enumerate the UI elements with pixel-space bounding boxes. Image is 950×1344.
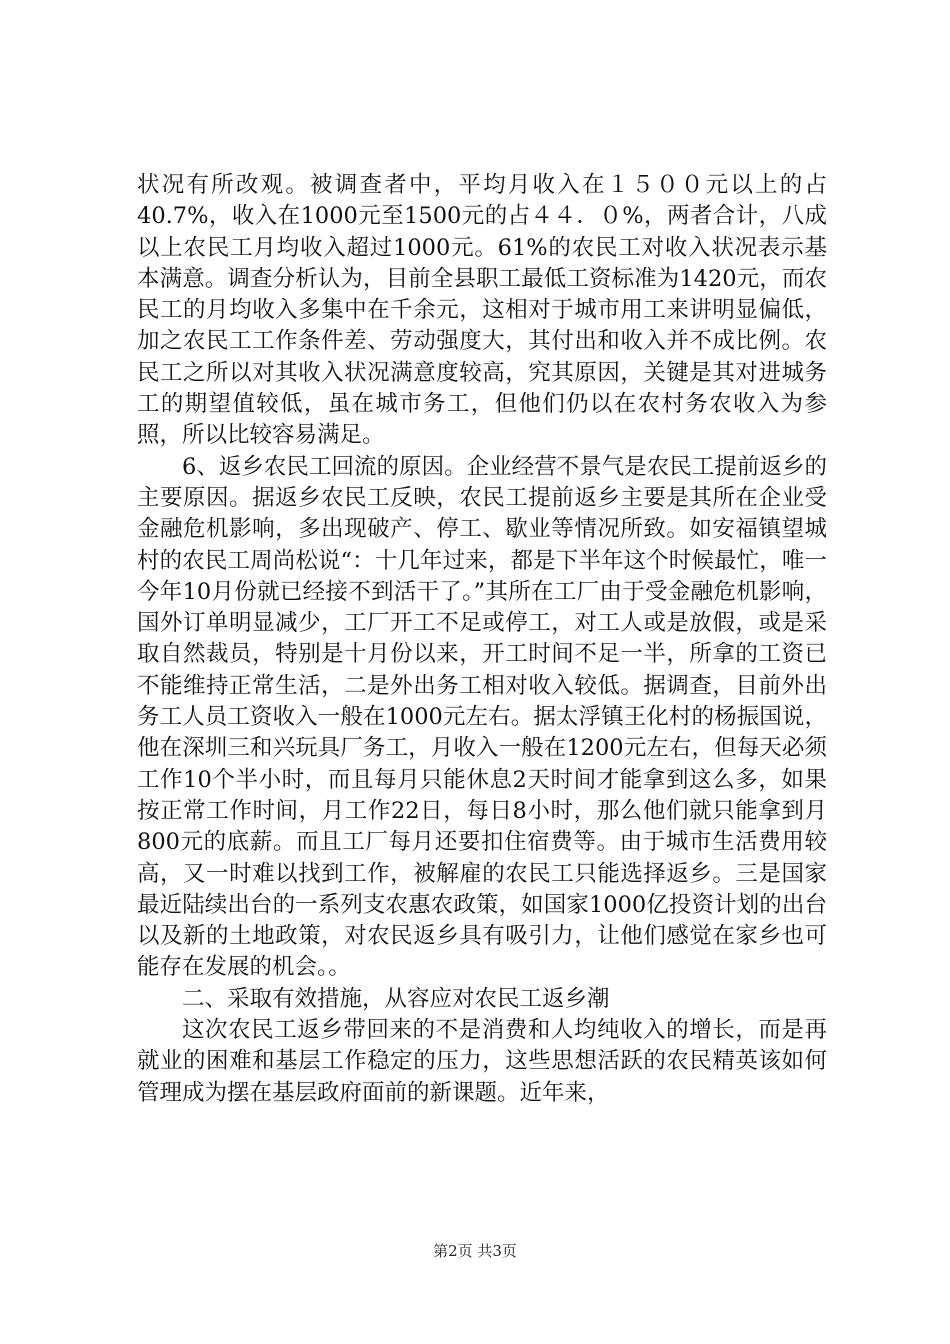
paragraph-return-reasons: 6、返乡农民工回流的原因。企业经营不景气是农民工提前返乡的主要原因。据返乡农民工反映，农民工提前返乡主要是其所在企业受金融危机影响，多出现破产、停工、歇业等情况所致。如安福镇望城村的农民工周尚松说“：十几年过来，都是下半年这个时候最忙，唯一今年10月份就已经接不到活干了。”其所在工厂由于受金融危机影响，国外订单明显减少，工厂开工不足或停工，对工人或是放假，或是采取自然裁员，特别是十月份以来，开工时间不足一半，所拿的工资已不能维持正常生活，二是外出务工相对收入较低。据调查，目前外出务工人员工资收入一般在1000元左右。据太浮镇王化村的杨振国说，他在深圳三和兴玩具厂务工，月收入一般在1200元左右，但每天必须工作10个半小时，而且每月只能休息2天时间才能拿到这么多，如果按正常工作时间，月工作22日，每日8小时，那么他们就只能拿到月800元的底薪。而且工厂每月还要扣住宿费等。由于城市生活费用较高，又一时难以找到工作，被解雇的农民工只能选择返乡。三是国家最近陆续出台的一系列支农惠农政策，如国家1000亿投资计划的出台以及新的土地政策，对农民返乡具有吸引力，让他们感觉在家乡也可能存在发展的机会。。 [137, 453, 827, 981]
paragraph-measures-intro: 这次农民工返乡带回来的不是消费和人均纯收入的增长，而是再就业的困难和基层工作稳定的压力，这些思想活跃的农民精英该如何管理成为摆在基层政府面前的新课题。近年来， [137, 1017, 827, 1106]
paragraph-income-status: 状况有所改观。被调查者中，平均月收入在１５００元以上的占40.7%，收入在1000元至1500元的占４４．０%，两者合计，八成以上农民工月均收入超过1000元。61%的农民工对收入状况表示基本满意。调查分析认为，目前全县职工最低工资标准为1420元，而农民工的月均收入多集中在千余元，这相对于城市用工来讲明显偏低，加之农民工工作条件差、劳动强度大，其付出和收入并不成比例。农民工之所以对其收入状况满意度较高，究其原因，关键是其对进城务工的期望值较低，虽在城市务工，但他们仍以在农村务农收入为参照，所以比较容易满足。 [137, 172, 827, 449]
section-heading: 二、采取有效措施，从容应对农民工返乡潮 [182, 985, 610, 1012]
page-number-footer: 第2页 共3页 [433, 1242, 517, 1260]
body-text [137, 170, 827, 1109]
